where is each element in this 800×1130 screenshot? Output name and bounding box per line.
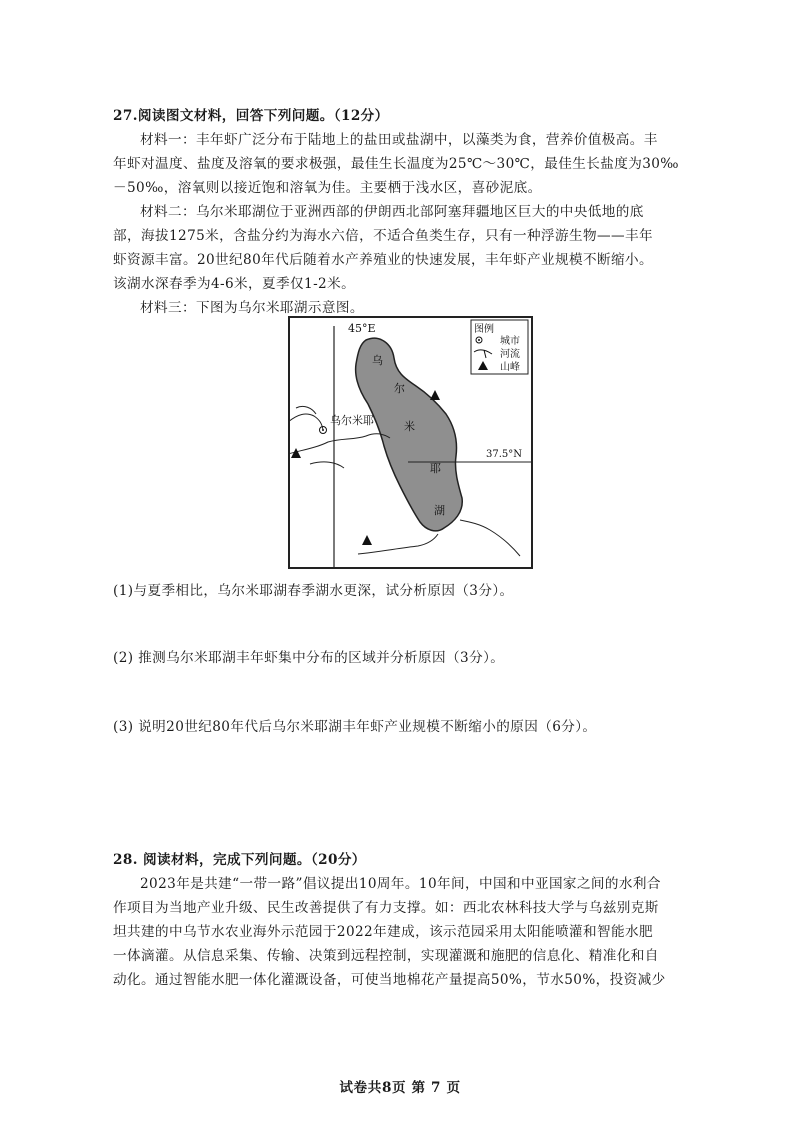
material1-line3: －50‰，溶氧则以接近饱和溶氧为佳。主要栖于浅水区，喜砂泥底。 (113, 180, 542, 196)
material2-line1: 材料二：乌尔米耶湖位于亚洲西部的伊朗西北部阿塞拜疆地区巨大的中央低地的底 (140, 204, 644, 220)
lake-char-5: 湖 (434, 504, 445, 517)
legend-peak-label: 山峰 (500, 362, 520, 373)
urmia-lake-map (288, 316, 533, 569)
q28-line5: 动化。通过智能水肥一体化灌溉设备，可使当地棉花产量提高50%，节水50%，投资减少 (113, 972, 666, 988)
lake-char-2: 尔 (394, 382, 405, 395)
material1-line1: 材料一：丰年虾广泛分布于陆地上的盐田或盐湖中，以藻类为食，营养价值极高。丰 (140, 132, 658, 148)
lake-char-4: 耶 (430, 462, 441, 475)
city-label: 乌尔米耶 (330, 414, 374, 427)
page-footer: 试卷共8页 第 7 页 (339, 1080, 461, 1096)
material2-line2: 部，海拔1275米，含盐分约为海水六倍，不适合鱼类生存，只有一种浮游生物——丰年 (113, 228, 653, 244)
lake-char-3: 米 (404, 420, 415, 433)
longitude-label: 45°E (348, 322, 376, 335)
q27-subquestion-2: (2) 推测乌尔米耶湖丰年虾集中分布的区域并分析原因（3分）。 (113, 650, 505, 666)
legend-river-label: 河流 (500, 349, 520, 360)
q27-subquestion-1: (1)与夏季相比，乌尔米耶湖春季湖水更深，试分析原因（3分）。 (113, 583, 514, 599)
lake-char-1: 乌 (372, 354, 383, 367)
q28-line1: 2023年是共建“一带一路”倡议提出10周年。10年间，中国和中亚国家之间的水利合 (140, 876, 661, 892)
q28-title: 28. 阅读材料，完成下列问题。（20分） (113, 852, 366, 868)
legend-title: 图例 (474, 324, 494, 335)
material3-line1: 材料三：下图为乌尔米耶湖示意图。 (140, 300, 364, 316)
latitude-label: 37.5°N (486, 449, 523, 460)
material2-line4: 该湖水深春季为4-6米，夏季仅1-2米。 (113, 276, 356, 292)
q27-subquestion-3: (3) 说明20世纪80年代后乌尔米耶湖丰年虾产业规模不断缩小的原因（6分）。 (113, 719, 597, 735)
q28-line2: 作项目为当地产业升级、民生改善提供了有力支撑。如：西北农林科技大学与乌兹别克斯 (113, 900, 659, 916)
material1-line2: 年虾对温度、盐度及溶氧的要求极强，最佳生长温度为25℃～30℃，最佳生长盐度为30‰ (113, 156, 679, 172)
legend-city-label: 城市 (500, 336, 520, 347)
q28-line4: 一体滴灌。从信息采集、传输、决策到远程控制，实现灌溉和施肥的信息化、精准化和自 (113, 948, 659, 964)
q27-title: 27.阅读图文材料，回答下列问题。（12分） (113, 108, 389, 124)
q28-line3: 坦共建的中乌节水农业海外示范园于2022年建成，该示范园采用太阳能喷灌和智能水肥 (113, 924, 653, 940)
material2-line3: 虾资源丰富。20世纪80年代后随着水产养殖业的快速发展，丰年虾产业规模不断缩小。 (113, 252, 653, 268)
